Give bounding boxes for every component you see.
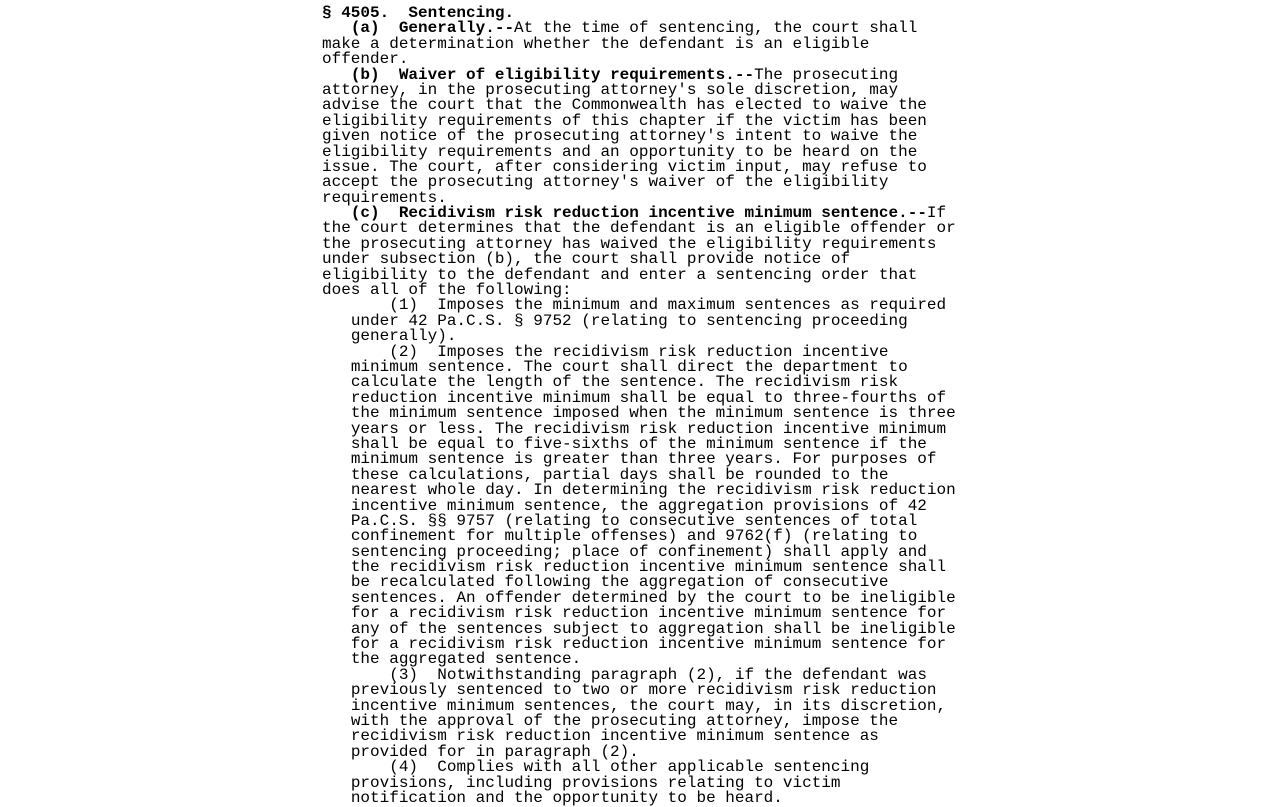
subsection-c-heading: Recidivism risk reduction incentive minimum sentence.-- <box>398 204 927 223</box>
paragraph-2-text-line: Pa.C.S. §§ 9757 (relating to consecutive sentences of total <box>350 511 918 530</box>
paragraph-2-text-line: for a recidivism risk reduction incentive minimum sentence for <box>350 635 947 654</box>
subsection-b-text: eligibility requirements of this chapter if the victim has been <box>322 111 927 130</box>
subsection-c-text: If <box>926 204 947 223</box>
paragraph-4-text <box>322 788 1022 807</box>
paragraph-3-text-line: provided for in paragraph (2). <box>350 742 639 761</box>
paragraph-3-label: (3) <box>389 665 419 684</box>
subsection-c-text: does all of the following: <box>322 281 572 300</box>
paragraph-2-text-line: years or less. The recidivism risk reduction incentive minimum <box>350 419 947 438</box>
paragraph-2-text-line: these calculations, partial days shall be rounded to the <box>350 465 889 484</box>
statute-document <box>322 6 1022 806</box>
subsection-c-label: (c) <box>350 204 380 223</box>
subsection-c-text: the prosecuting attorney has waived the eligibility requirements <box>322 234 937 253</box>
paragraph-4-text-line: notification and the opportunity to be heard. <box>350 788 783 807</box>
subsection-a-text: make a determination whether the defendant is an eligible <box>322 34 870 53</box>
paragraph-1-text-line: generally). <box>350 327 457 346</box>
subsection-b-text: issue. The court, after considering victim input, may refuse to <box>322 157 927 176</box>
paragraph-1-text-line: under 42 Pa.C.S. § 9752 (relating to sentencing proceeding <box>350 311 908 330</box>
subsection-a-text: At the time of sentencing, the court shall <box>514 19 918 38</box>
paragraph-3-text-line: recidivism risk reduction incentive minimum sentence as <box>350 727 879 746</box>
paragraph-1-label: (1) <box>389 296 419 315</box>
subsection-a-label: (a) <box>350 19 380 38</box>
subsection-b-text: advise the court that the Commonwealth has elected to waive the <box>322 96 927 115</box>
subsection-c-text: eligibility to the defendant and enter a sentencing order that <box>322 265 918 284</box>
paragraph-3-text-line: incentive minimum sentences, the court may, in its discretion, <box>350 696 947 715</box>
paragraph-2-text-line: minimum sentence. The court shall direct the department to <box>350 357 908 376</box>
paragraph-1-text: Imposes the minimum and maximum sentences as required <box>437 296 947 315</box>
subsection-c-text: the court determines that the defendant is an eligible offender or <box>322 219 956 238</box>
paragraph-2-text-line: the minimum sentence imposed when the minimum sentence is three <box>350 404 956 423</box>
paragraph-2-text-line: for a recidivism risk reduction incentive minimum sentence for <box>350 604 947 623</box>
paragraph-2-text-line: incentive minimum sentence, the aggregation provisions of 42 <box>350 496 927 515</box>
paragraph-2-text-line: shall be equal to five-sixths of the minimum sentence if the <box>350 434 927 453</box>
subsection-a-text: offender. <box>322 50 409 69</box>
paragraph-2-text-line: confinement for multiple offenses) and 9762(f) (relating to <box>350 527 918 546</box>
paragraph-2-text-line: sentences. An offender determined by the court to be ineligible <box>350 588 956 607</box>
subsection-b-text: eligibility requirements and an opportunity to be heard on the <box>322 142 918 161</box>
paragraph-2-text-line: calculate the length of the sentence. The recidivism risk <box>350 373 899 392</box>
paragraph-4-label: (4) <box>389 758 419 777</box>
subsection-b-text: attorney, in the prosecuting attorney's sole discretion, may <box>322 80 899 99</box>
paragraph-4-text: Complies with all other applicable sentencing <box>437 758 870 777</box>
paragraph-2-text-line: be recalculated following the aggregation of consecutive <box>350 573 889 592</box>
subsection-b-text: requirements. <box>322 188 447 207</box>
subsection-c-text: under subsection (b), the court shall provide notice of <box>322 250 851 269</box>
subsection-b-heading: Waiver of eligibility requirements.-- <box>398 65 755 84</box>
paragraph-2-text-line: reduction incentive minimum shall be equal to three-fourths of <box>350 388 947 407</box>
subsection-b-text: given notice of the prosecuting attorney's intent to waive the <box>322 127 918 146</box>
paragraph-2-text-line: minimum sentence is greater than three years. For purposes of <box>350 450 937 469</box>
paragraph-2-label: (2) <box>389 342 419 361</box>
paragraph-2-text-line: the aggregated sentence. <box>350 650 582 669</box>
subsection-b-text: The prosecuting <box>754 65 899 84</box>
paragraph-4-text-line: provisions, including provisions relating to victim <box>350 773 841 792</box>
paragraph-3-text: Notwithstanding paragraph (2), if the defendant was <box>437 665 927 684</box>
paragraph-2-text-line: sentencing proceeding; place of confinement) shall apply and <box>350 542 927 561</box>
paragraph-3-text-line: previously sentenced to two or more recidivism risk reduction <box>350 681 937 700</box>
paragraph-2-text-line: nearest whole day. In determining the recidivism risk reduction <box>350 481 956 500</box>
section-number: § 4505. <box>322 4 390 22</box>
subsection-b-label: (b) <box>350 65 380 84</box>
paragraph-3-text-line: with the approval of the prosecuting attorney, impose the <box>350 711 899 730</box>
subsection-b-text: accept the prosecuting attorney's waiver of the eligibility <box>322 173 889 192</box>
paragraph-2-text-line: any of the sentences subject to aggregation shall be ineligible <box>350 619 956 638</box>
paragraph-2-text: Imposes the recidivism risk reduction incentive <box>437 342 889 361</box>
paragraph-2-text-line: the recidivism risk reduction incentive minimum sentence shall <box>350 558 947 577</box>
subsection-a-heading: Generally.-- <box>398 19 515 38</box>
section-title: Sentencing. <box>408 4 515 22</box>
